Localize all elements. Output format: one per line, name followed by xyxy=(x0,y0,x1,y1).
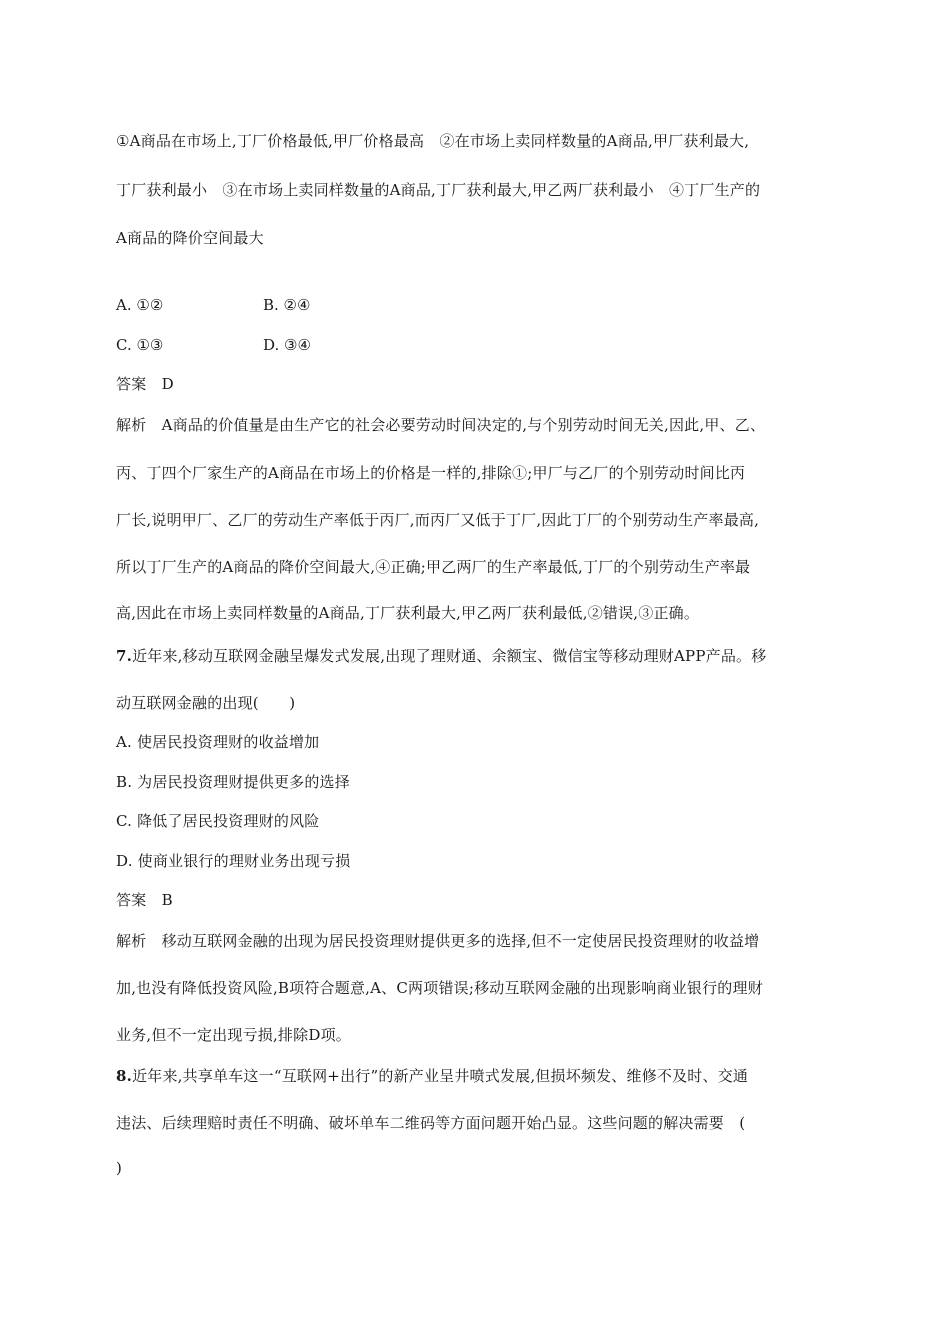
q7-option-b: B. 为居民投资理财提供更多的选择 xyxy=(116,773,350,791)
q7-stem-line-2: 动互联网金融的出现( ) xyxy=(116,694,296,712)
q6-stem-line-3: A商品的降价空间最大 xyxy=(116,229,264,247)
q7-option-d: D. 使商业银行的理财业务出现亏损 xyxy=(116,852,351,870)
q7-stem-line-1 xyxy=(116,646,836,666)
q6-analysis-line-2: 丙、丁四个厂家生产的A商品在市场上的价格是一样的,排除①;甲厂与乙厂的个别劳动时间比丙 xyxy=(116,464,746,482)
q6-option-c: C. ①③ xyxy=(116,336,164,354)
q6-analysis-line-4: 所以丁厂生产的A商品的降价空间最大,④正确;甲乙两厂的生产率最低,丁厂的个别劳动生产率最 xyxy=(116,558,751,576)
q6-answer: 答案 D xyxy=(116,375,174,393)
q6-option-b: B. ②④ xyxy=(263,296,311,314)
q8-number: 8. xyxy=(116,1067,133,1085)
q8-stem-text-1: 近年来,共享单车这一“互联网+出行”的新产业呈井喷式发展,但损坏频发、维修不及时、交通 xyxy=(132,1067,749,1085)
q7-option-c: C. 降低了居民投资理财的风险 xyxy=(116,812,320,830)
q7-option-a: A. 使居民投资理财的收益增加 xyxy=(116,733,320,751)
q7-analysis-line-3: 业务,但不一定出现亏损,排除D项。 xyxy=(116,1026,351,1044)
q6-option-a: A. ①② xyxy=(116,296,164,314)
q7-analysis-line-1: 解析 移动互联网金融的出现为居民投资理财提供更多的选择,但不一定使居民投资理财的收益增 xyxy=(116,932,760,950)
q6-analysis-line-3: 厂长,说明甲厂、乙厂的劳动生产率低于丙厂,而丙厂又低于丁厂,因此丁厂的个别劳动生产率最高, xyxy=(116,511,760,529)
q6-option-d: D. ③④ xyxy=(263,336,311,354)
q6-analysis-line-5: 高,因此在市场上卖同样数量的A商品,丁厂获利最大,甲乙两厂获利最低,②错误,③正确。 xyxy=(116,604,700,622)
q8-stem-line-3: ) xyxy=(116,1159,123,1177)
q6-stem-line-1: ①A商品在市场上,丁厂价格最低,甲厂价格最高 ②在市场上卖同样数量的A商品,甲厂获利最大, xyxy=(116,132,750,150)
q6-stem-line-2: 丁厂获利最小 ③在市场上卖同样数量的A商品,丁厂获利最大,甲乙两厂获利最小 ④丁厂生产的 xyxy=(116,181,761,199)
q7-answer: 答案 B xyxy=(116,891,173,909)
q7-analysis-line-2: 加,也没有降低投资风险,B项符合题意,A、C两项错误;移动互联网金融的出现影响商业银行的理财 xyxy=(116,979,763,997)
q6-analysis-line-1: 解析 A商品的价值量是由生产它的社会必要劳动时间决定的,与个别劳动时间无关,因此,甲、乙、 xyxy=(116,416,766,434)
q7-stem-text-1: 近年来,移动互联网金融呈爆发式发展,出现了理财通、余额宝、微信宝等移动理财APP产品。移 xyxy=(132,647,767,665)
q7-number: 7. xyxy=(116,647,133,665)
q8-stem-line-2: 违法、后续理赔时责任不明确、破坏单车二维码等方面问题开始凸显。这些问题的解决需要 ( xyxy=(116,1114,746,1132)
q8-stem-line-1 xyxy=(116,1066,836,1086)
